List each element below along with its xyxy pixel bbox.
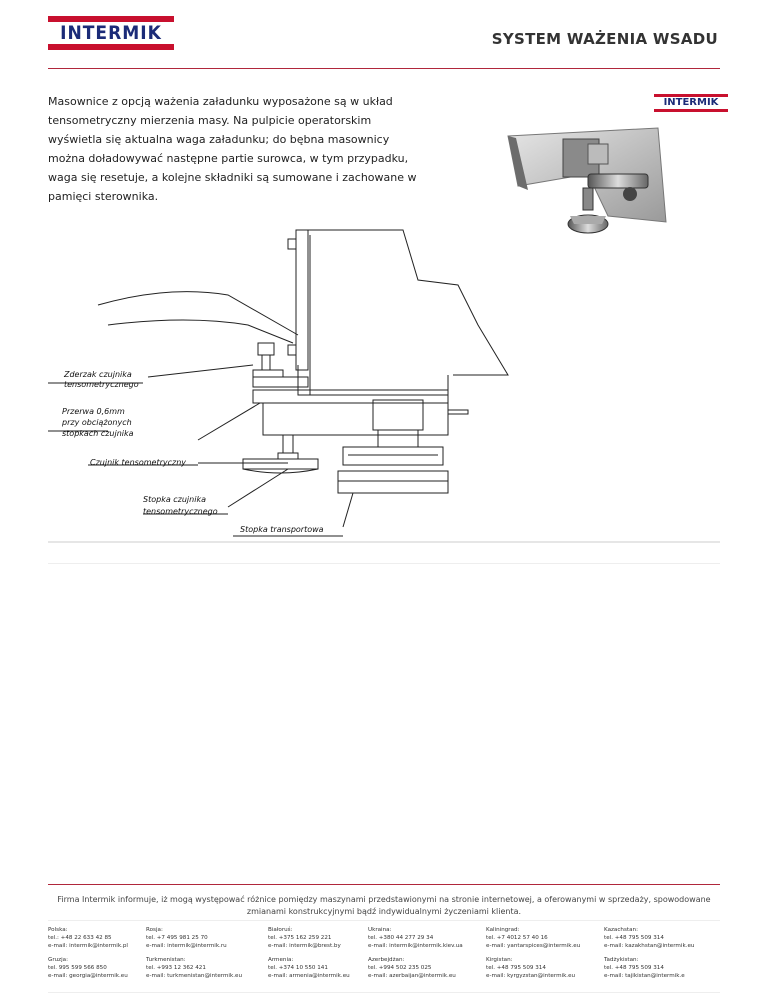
contact-email[interactable]: e-mail: kazakhstan@intermik.eu	[604, 943, 695, 949]
logo-wordmark: INTERMIK	[48, 24, 174, 42]
contact-tel: tel. +375 162 259 221	[268, 935, 332, 941]
contact-tel: tel. +993 12 362 421	[146, 965, 206, 971]
contact-email[interactable]: e-mail: turkmenistan@intermik.eu	[146, 973, 242, 979]
contact-email[interactable]: e-mail: azerbaijan@intermik.eu	[368, 973, 456, 979]
contact-country: Kazachstan:	[604, 927, 638, 933]
contact-tel: tel. +374 10 550 141	[268, 965, 328, 971]
contact-tel: tel. +994 502 235 025	[368, 965, 432, 971]
contact-tel: tel. 995 599 566 850	[48, 965, 107, 971]
contact-country: Tadżykistan:	[604, 957, 639, 963]
contact-email[interactable]: e-mail: intermik@intermik.ru	[146, 943, 227, 949]
label-stopper-1: Zderzak czujnika	[64, 370, 132, 379]
contact-email[interactable]: e-mail: armenia@intermik.eu	[268, 973, 350, 979]
contacts-grid	[48, 926, 720, 980]
label-transport-foot: Stopka transportowa	[240, 525, 324, 534]
load-cell-drawing	[48, 225, 720, 565]
contact-country: Polska:	[48, 927, 68, 933]
contact-country: Turkmenistan:	[146, 957, 186, 963]
label-sensor-foot-2: tensometrycznego	[143, 507, 218, 516]
bottom-divider	[48, 992, 720, 993]
contact-block	[268, 926, 368, 950]
contact-block	[604, 926, 720, 950]
contact-block	[486, 956, 604, 980]
technical-diagram	[48, 225, 720, 565]
contact-block	[146, 926, 268, 950]
contact-tel: tel. +7 495 981 25 70	[146, 935, 208, 941]
label-sensor-foot-1: Stopka czujnika	[143, 495, 206, 504]
label-sensor: Czujnik tensometryczny	[90, 458, 187, 467]
logo-bar-bottom	[48, 44, 174, 50]
page-title: SYSTEM WAŻENIA WSADU	[491, 30, 718, 48]
photo-logo-bar-bottom	[654, 109, 728, 112]
contact-email[interactable]: e-mail: intermik@brest.by	[268, 943, 341, 949]
contact-block	[368, 956, 486, 980]
contact-country: Rosja:	[146, 927, 163, 933]
footer-disclaimer: Firma Intermik informuje, iż mogą występować różnice pomiędzy maszynami przedstawionymi na stronie internetowej, a oferowanymi w sprzedaży, spowodowane zmianami konstrukcyjnymi bądź indywidualnymi życzeniami klienta.	[57, 895, 711, 916]
label-gap-3: stopkach czujnika	[62, 429, 134, 438]
contact-country: Kirgistan:	[486, 957, 513, 963]
contact-block	[604, 956, 720, 980]
contact-block	[486, 926, 604, 950]
label-stopper-2: tensometrycznego	[64, 380, 139, 389]
contact-email[interactable]: e-mail: tajikistan@intermik.e	[604, 973, 685, 979]
photo-logo	[654, 94, 728, 112]
contact-tel: tel. +48 795 509 314	[604, 965, 664, 971]
contacts-divider	[48, 920, 720, 921]
contact-country: Armenia:	[268, 957, 294, 963]
contact-tel: tel. +48 795 509 314	[604, 935, 664, 941]
content-divider	[48, 563, 720, 564]
contact-email[interactable]: e-mail: intermik@intermik.kiev.ua	[368, 943, 463, 949]
header-divider	[48, 68, 720, 69]
contact-tel: tel. +7 4012 57 40 16	[486, 935, 548, 941]
contact-country: Ukraina:	[368, 927, 392, 933]
contact-tel: tel. +380 44 277 29 34	[368, 935, 434, 941]
label-gap-1: Przerwa 0,6mm	[62, 407, 125, 416]
intro-paragraph: Masownice z opcją ważenia załadunku wyposażone są w układ tensometryczny mierzenia masy. Na pulpicie operatorskim wyświetla się aktualna waga załadunku; do bębna masownicy można doładowywać następne partie surowca, w tym przypadku, waga się resetuje, a kolejne składniki są sumowane i zachowane w pamięci sterownika.	[48, 95, 417, 203]
photo-logo-wordmark: INTERMIK	[663, 97, 719, 108]
contact-email[interactable]: e-mail: georgia@intermik.eu	[48, 973, 128, 979]
contact-country: Gruzja:	[48, 957, 68, 963]
contact-email[interactable]: e-mail: intermik@intermik.pl	[48, 943, 128, 949]
contact-block	[146, 956, 268, 980]
label-gap-2: przy obciążonych	[62, 418, 132, 427]
contact-email[interactable]: e-mail: yantarspices@intermik.eu	[486, 943, 581, 949]
contact-block	[48, 956, 146, 980]
contact-block	[48, 926, 146, 950]
contact-country: Kaliningrad:	[486, 927, 520, 933]
contact-block	[268, 956, 368, 980]
intermik-logo	[48, 16, 174, 50]
contact-tel: tel.: +48 22 633 42 85	[48, 935, 112, 941]
contact-email[interactable]: e-mail: kyrgyzstan@intermik.eu	[486, 973, 576, 979]
contact-country: Białoruś:	[268, 927, 293, 933]
contact-country: Azerbejdżan:	[368, 957, 405, 963]
contact-block	[368, 926, 486, 950]
footer-divider	[48, 884, 720, 885]
contact-tel: tel. +48 795 509 314	[486, 965, 546, 971]
